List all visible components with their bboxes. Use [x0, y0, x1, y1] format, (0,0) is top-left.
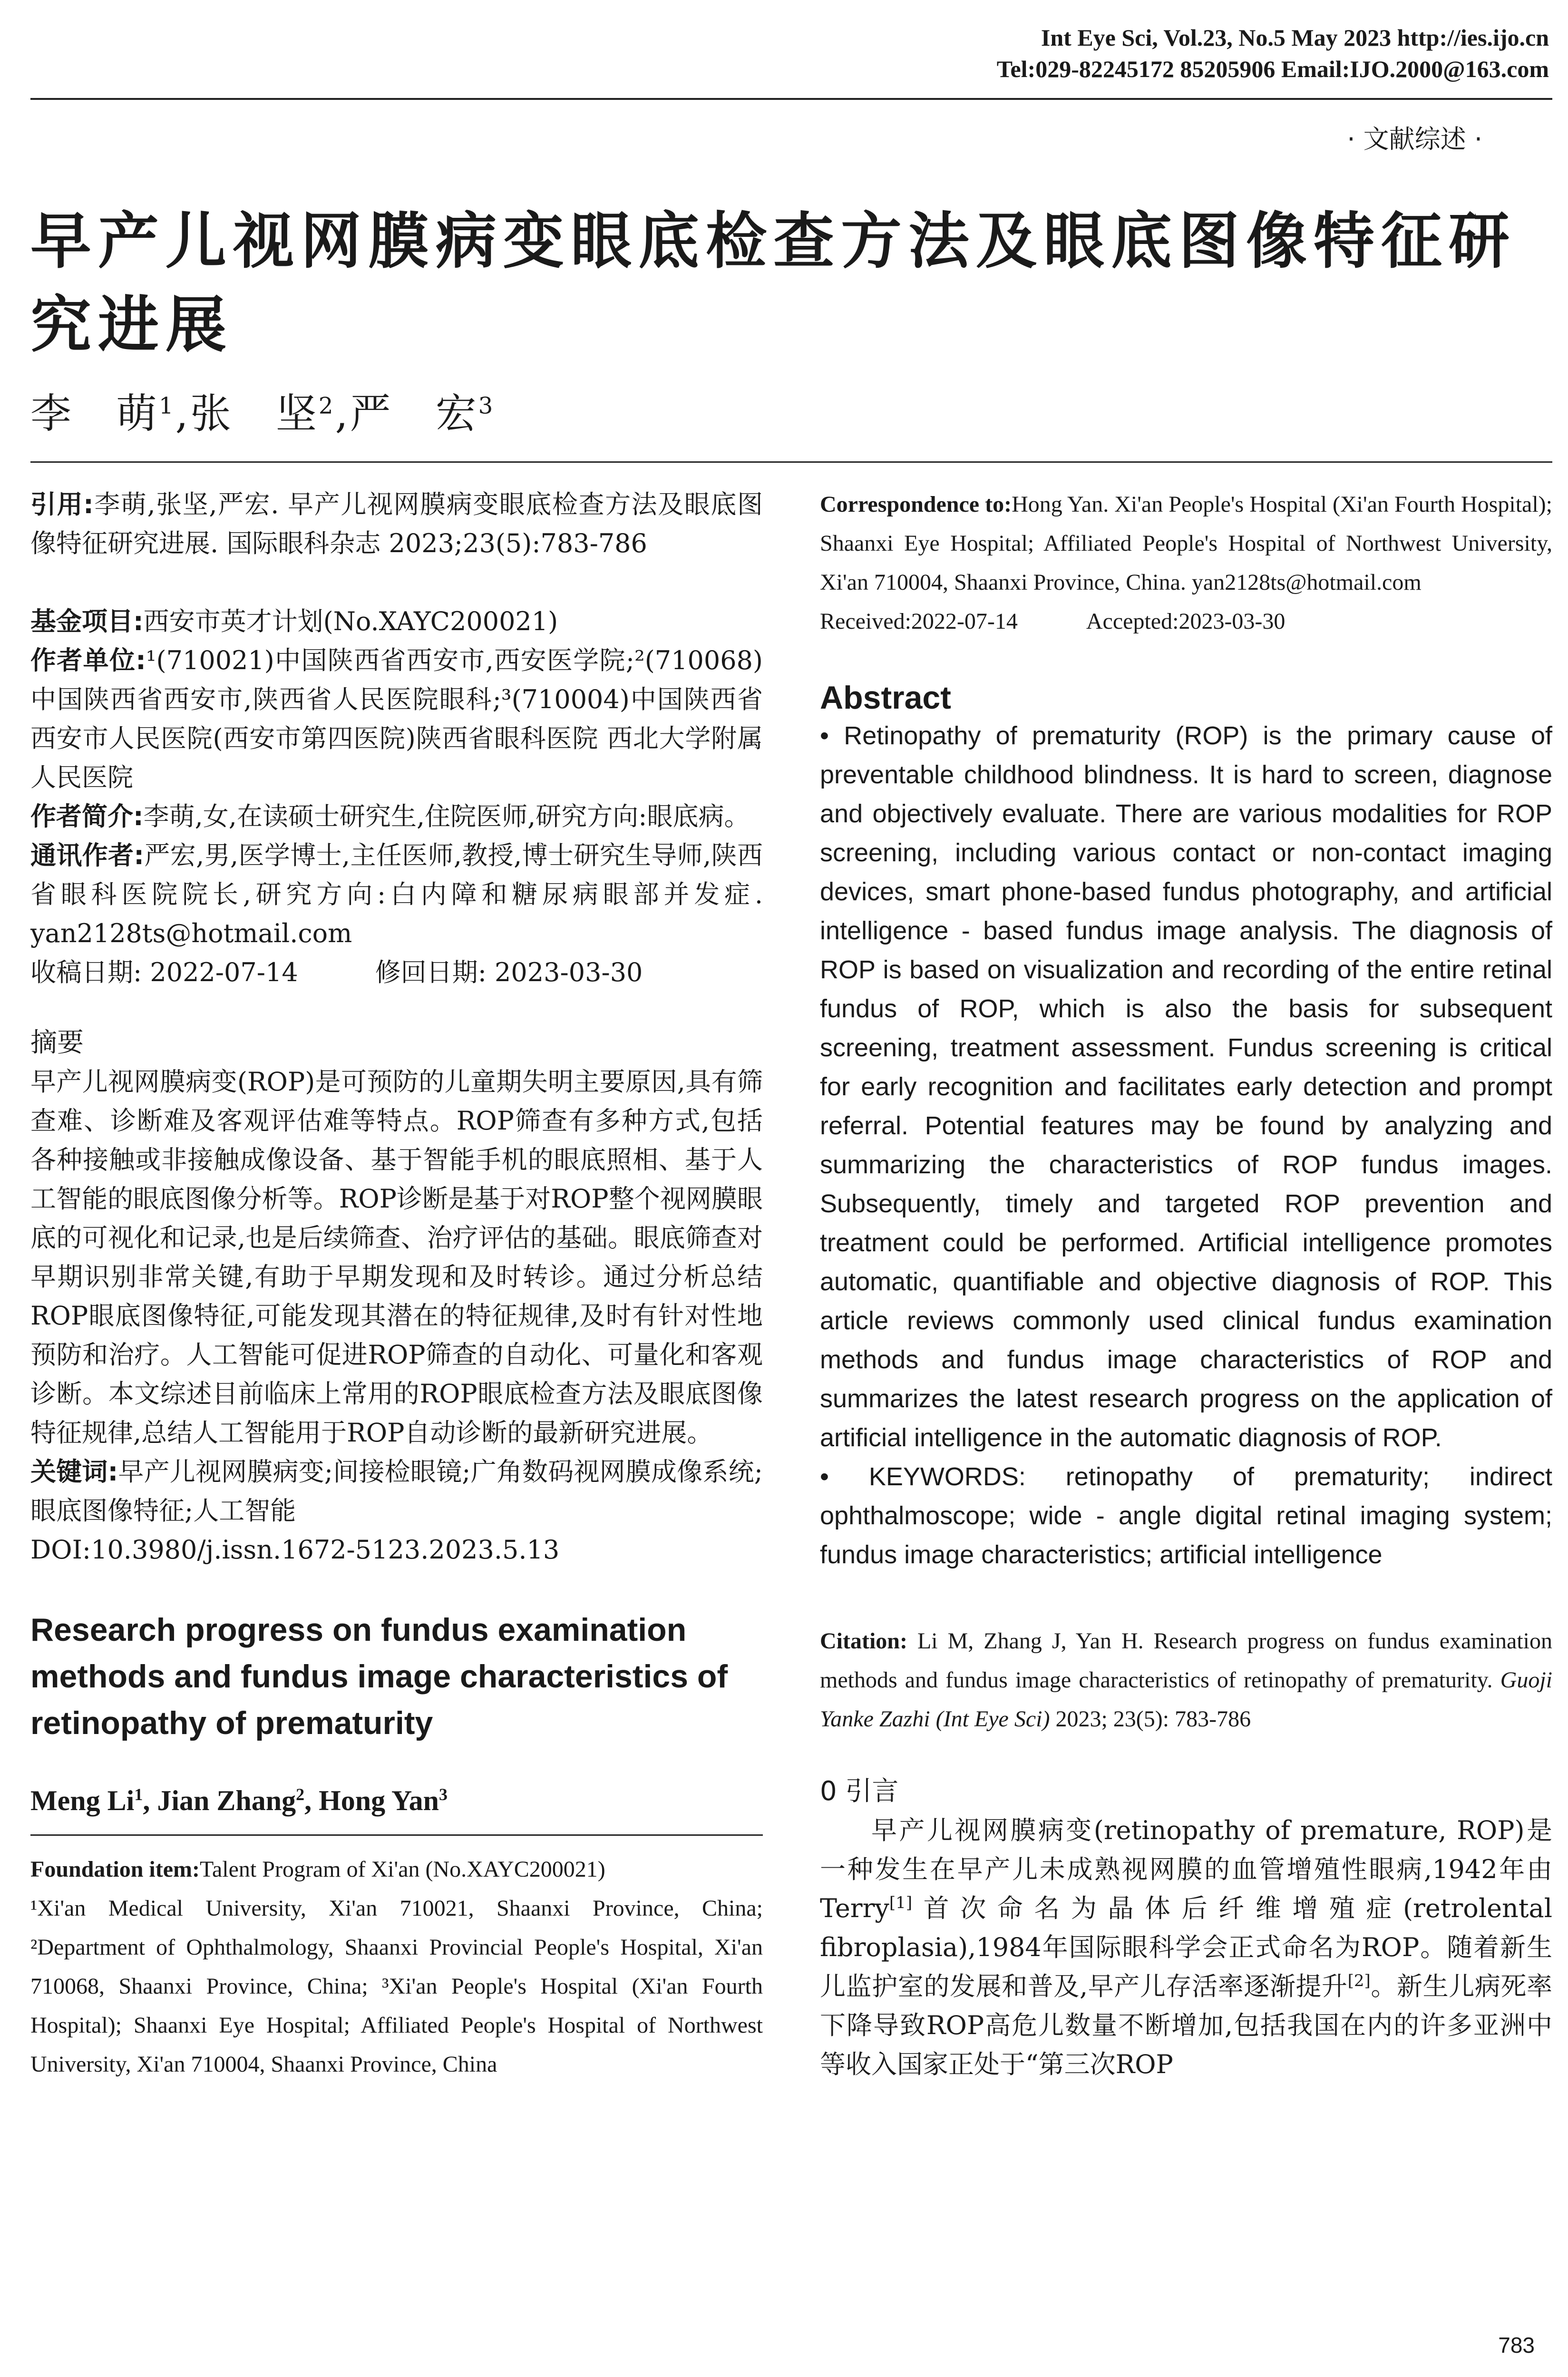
corr-cn: 通讯作者:严宏,男,医学博士,主任医师,教授,博士研究生导师,陕西省眼科医院院长,研究方向:白内障和糖尿病眼部并发症. yan2128ts@hotmail.com	[30, 840, 763, 948]
author-2: 张 坚	[190, 390, 319, 438]
doi: DOI:10.3980/j.issn.1672-5123.2023.5.13	[30, 1535, 560, 1565]
journal-header	[503, 22, 1549, 85]
left-column	[30, 485, 763, 2084]
journal-line: Int Eye Sci, Vol.23, No.5 May 2023 http://ies.ijo.cn	[1041, 24, 1549, 51]
author-3: 严 宏	[350, 390, 478, 438]
bio-cn: 作者简介:李萌,女,在读硕士研究生,住院医师,研究方向:眼底病。	[30, 801, 750, 831]
intro-heading: 0 引言	[820, 1776, 899, 1807]
page-title: 早产儿视网膜病变眼底检查方法及眼底图像特征研究进展	[30, 206, 1517, 360]
authors-en: Meng Li$^1$, Jian Zhang$^2$, Hong Yan$^3$	[30, 1785, 448, 1816]
page-number: 783	[1498, 2333, 1535, 2358]
abstract-cn: 早产儿视网膜病变(ROP)是可预防的儿童期失明主要原因,具有筛查难、诊断难及客观评估难等特点。ROP筛查有多种方式,包括各种接触或非接触成像设备、基于智能手机的眼底照相、基于人工智能的眼底图像分析等。ROP诊断是基于对ROP整个视网膜眼底的可视化和记录,也是后续筛查、治疗评估的基础。眼底筛查对早期识别非常关键,有助于早期发现和及时转诊。通过分析总结ROP眼底图像特征,可能发现其潜在的特征规律,及时有针对性地预防和治疗。人工智能可促进ROP筛查的自动化、可量化和客观诊断。本文综述目前临床上常用的ROP眼底检查方法及眼底图像特征规律,总结人工智能用于ROP自动诊断的最新研究进展。	[30, 1067, 763, 1448]
contact-line: Tel:029-82245172 85205906 Email:IJO.2000@163.com	[996, 56, 1549, 82]
dates-en: Received:2022-07-14 Accepted:2023-03-30	[820, 609, 1286, 634]
abstract-heading: Abstract	[820, 680, 951, 716]
title-en: Research progress on fundus examination methods and fundus image characteristics of retinopathy of prematurity	[30, 1612, 728, 1741]
dates-cn: 收稿日期: 2022-07-14 修回日期: 2023-03-30	[30, 957, 643, 987]
citation-en: Citation: Li M, Zhang J, Yan H. Research progress on fundus examination methods and fundus image characteristics of retinopathy of prematurity. Guoji Yanke Zazhi (Int Eye Sci) 2023; 23(5): 783-786	[820, 1628, 1553, 1732]
fund-cn: 基金项目:西安市英才计划(No.XAYC200021)	[30, 606, 558, 636]
foundation-en: Foundation item:Talent Program of Xi'an (No.XAYC200021)	[30, 1857, 605, 1882]
header-rule	[30, 98, 1552, 100]
citation-cn: 引用:李萌,张坚,严宏. 早产儿视网膜病变眼底检查方法及眼底图像特征研究进展. 国际眼科杂志 2023;23(5):783-786	[30, 489, 763, 558]
correspondence-en: Correspondence to:Hong Yan. Xi'an People's Hospital (Xi'an Fourth Hospital); Shaanxi Eye Hospital; Affiliated People's Hospital of Northwest University, Xi'an 710004, Shaanxi Province, China. yan2128ts@hotmail.com	[820, 492, 1552, 595]
right-column	[820, 485, 1552, 2084]
keywords-cn: 关键词:早产儿视网膜病变;间接检眼镜;广角数码视网膜成像系统;眼底图像特征;人工智能	[30, 1457, 763, 1526]
keywords-en: • KEYWORDS: retinopathy of prematurity; indirect ophthalmoscope; wide - angle digital retinal imaging system; fundus image characteristics; artificial intelligence	[820, 1462, 1552, 1569]
authors-rule	[30, 461, 1552, 463]
abstract-en: • Retinopathy of prematurity (ROP) is the primary cause of preventable childhood blindness. It is hard to screen, diagnose and objectively evaluate. There are various modalities for ROP screening, including various contact or non-contact imaging devices, smart phone-based fundus photography, and artificial intelligence - based fundus image analysis. The diagnosis of ROP is based on visualization and recording of the entire retinal fundus of ROP, which is also the basis for subsequent screening, treatment assessment. Fundus screening is critical for early recognition and facilitates early detection and prompt referral. Potential features may be found by analyzing and summarizing the characteristics of ROP fundus images. Subsequently, timely and targeted ROP prevention and treatment could be performed. Artificial intelligence promotes automatic, quantifiable and objective diagnosis of ROP. This article reviews commonly used clinical fundus examination methods and fundus image characteristics of ROP and summarizes the latest research progress on the application of artificial intelligence in the automatic diagnosis of ROP.	[820, 721, 1552, 1452]
intro-text: 早产儿视网膜病变(retinopathy of premature, ROP)是一种发生在早产儿未成熟视网膜的血管增殖性眼病,1942年由Terry[1]首次命名为晶体后纤维增殖症(retrolental fibroplasia),1984年国际眼科学会正式命名为ROP。随着新生儿监护室的发展和普及,早产儿存活率逐渐提升[2]。新生儿病死率下降导致ROP高危儿数量不断增加,包括我国在内的许多亚洲中等收入国家正处于“第三次ROP	[820, 1815, 1552, 2079]
author-1: 李 萌	[30, 390, 159, 438]
abstract-cn-heading: 摘要	[30, 1027, 84, 1058]
affiliations-en: ¹Xi'an Medical University, Xi'an 710021, Shaanxi Province, China; ²Department of Ophthalmology, Shaanxi Provincial People's Hospital, Xi'an 710068, Shaanxi Province, China; ³Xi'an People's Hospital (Xi'an Fourth Hospital); Shaanxi Eye Hospital; Affiliated People's Hospital of Northwest University, Xi'an 710004, Shaanxi Province, China	[30, 1896, 763, 2077]
unit-cn: 作者单位:¹(710021)中国陕西省西安市,西安医学院;²(710068)中国陕西省西安市,陕西省人民医院眼科;³(710004)中国陕西省西安市人民医院(西安市第四医院)陕西省眼科医院 西北大学附属人民医院	[30, 645, 763, 792]
section-tag: · 文献综述 ·	[1347, 124, 1482, 154]
authors-cn: 李 萌$^1$,张 坚$^2$,严 宏$^3$	[30, 390, 495, 438]
